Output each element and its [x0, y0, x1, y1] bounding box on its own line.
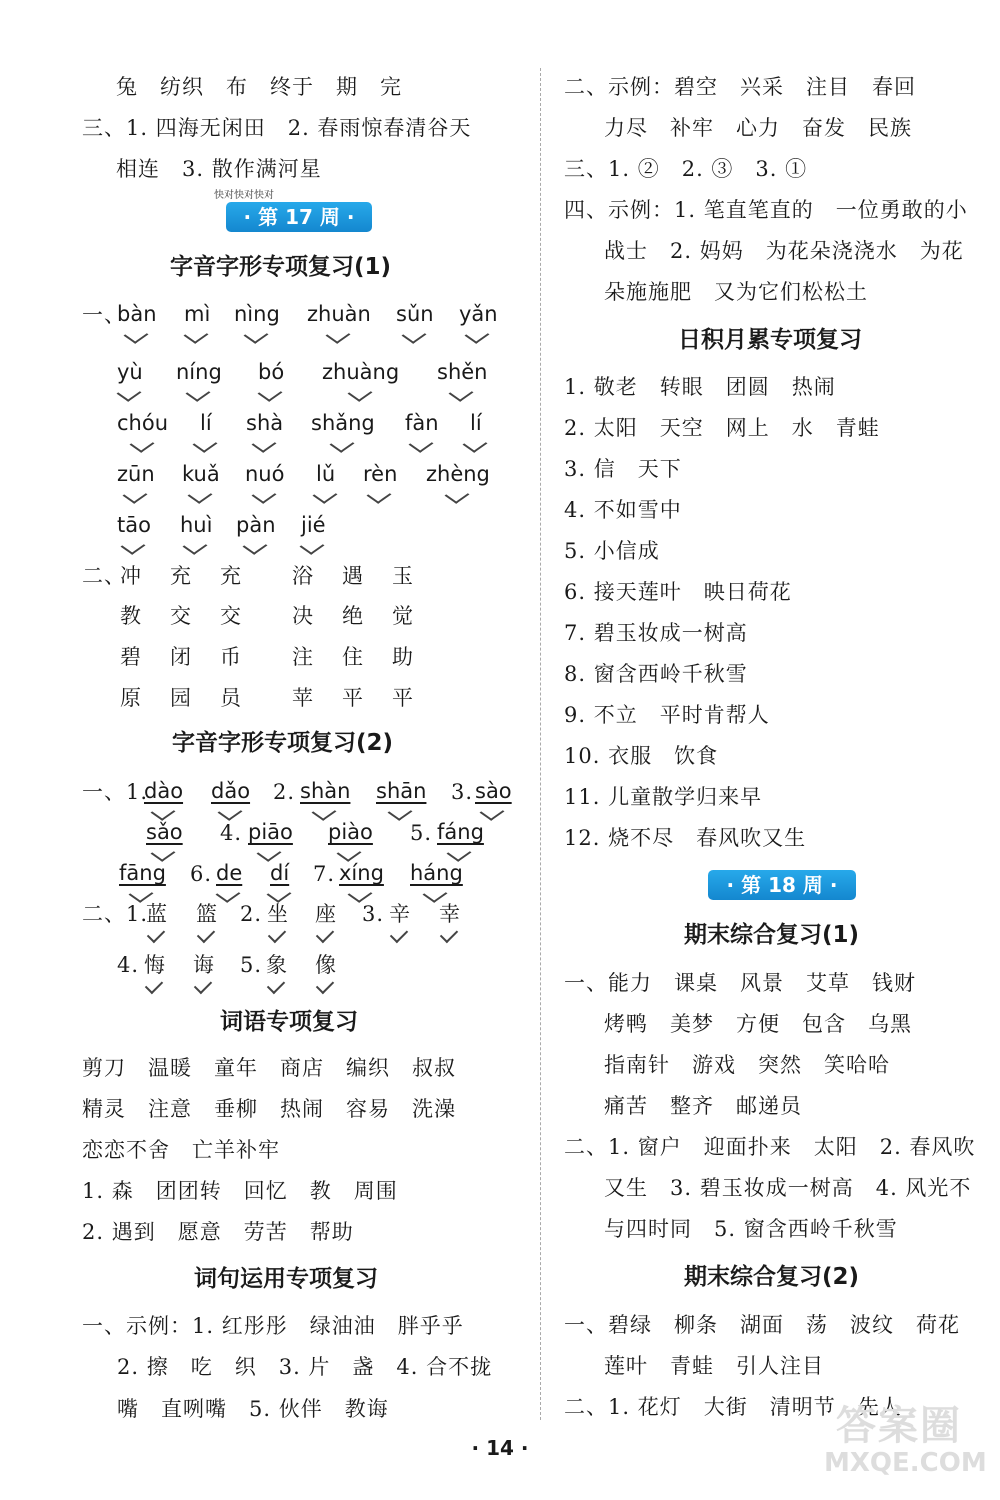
text-line: 9. 不立 平时肯帮人: [564, 703, 770, 727]
char: 充: [220, 564, 242, 588]
char: 苹: [292, 686, 314, 710]
pinyin-answer: piào: [328, 820, 373, 844]
char: 员: [220, 686, 242, 710]
pinyin-answer: dào: [144, 779, 184, 803]
text-line: 二、1. 窗户 迎面扑来 太阳 2. 春风吹: [564, 1135, 976, 1159]
pinyin: bàn: [117, 302, 157, 326]
char: 像: [315, 953, 337, 977]
text-line: 烤鸭 美梦 方便 包含 乌黑: [604, 1012, 912, 1036]
pinyin: rèn: [363, 462, 398, 486]
text-line: 2. 遇到 愿意 劳苦 帮助: [82, 1220, 354, 1244]
pinyin: lí: [200, 411, 212, 435]
pinyin-answer: sǎo: [146, 820, 183, 844]
section-title-1: 字音字形专项复习(1): [170, 254, 392, 280]
text-line: 四、示例：1. 笔直笔直的 一位勇敢的小: [564, 198, 968, 222]
week-18-badge: · 第 18 周 ·: [708, 870, 856, 900]
section-title-5: 日积月累专项复习: [678, 327, 862, 353]
text-line: 1. 敬老 转眼 团圆 热闹: [564, 375, 836, 399]
item-number: 3.: [362, 902, 385, 926]
pinyin-answer: de: [216, 861, 243, 885]
pinyin: kuǎ: [182, 462, 220, 486]
pinyin: huì: [180, 513, 213, 537]
text-line: 2. 太阳 天空 网上 水 青蛙: [564, 416, 880, 440]
char: 悔: [144, 953, 166, 977]
text-line: 三、1. 四海无闲田 2. 春雨惊春清谷天: [82, 116, 472, 140]
pinyin: shǎng: [311, 411, 375, 435]
section-title-3: 词语专项复习: [220, 1009, 358, 1035]
text-line: 1. 森 团团转 回忆 教 周围: [82, 1179, 398, 1203]
char: 教: [120, 604, 142, 628]
text-line: 精灵 注意 垂柳 热闹 容易 洗澡: [82, 1097, 456, 1121]
char: 交: [220, 604, 242, 628]
char: 充: [170, 564, 192, 588]
item-number: 6.: [190, 862, 213, 886]
text-line: 恋恋不舍 亡羊补牢: [82, 1138, 280, 1162]
char: 蓝: [146, 902, 168, 926]
text-line: 战士 2. 妈妈 为花朵浇浇水 为花: [604, 239, 964, 263]
char: 坐: [267, 902, 289, 926]
text-line: 与四时同 5. 窗含西岭千秋雪: [604, 1217, 898, 1241]
week-17-badge: · 第 17 周 ·: [226, 202, 372, 232]
item-number: 7.: [313, 862, 336, 886]
text-line: 又生 3. 碧玉妆成一树高 4. 风光不: [604, 1176, 972, 1200]
text-line: 二、示例：碧空 兴采 注目 春回: [564, 75, 916, 99]
text-line: 10. 衣服 饮食: [564, 744, 719, 768]
char: 注: [292, 645, 314, 669]
pinyin-answer: xíng: [339, 861, 384, 885]
item-number: 4.: [220, 821, 243, 845]
pinyin-answer: sào: [475, 779, 512, 803]
char: 诲: [193, 953, 215, 977]
item-number: 3.: [451, 780, 474, 804]
pinyin: pàn: [236, 513, 276, 537]
char: 幸: [439, 902, 461, 926]
char: 决: [292, 604, 314, 628]
char: 篮: [196, 902, 218, 926]
pinyin: yǎn: [459, 302, 498, 326]
char: 座: [315, 902, 337, 926]
pinyin: chóu: [117, 411, 169, 435]
pinyin: lǔ: [316, 462, 336, 486]
text-line: 2. 擦 吃 织 3. 片 盏 4. 合不拢: [117, 1355, 493, 1379]
item-number: 一、1.: [82, 780, 149, 804]
item-number: 5.: [410, 821, 433, 845]
pinyin: yù: [117, 360, 143, 384]
pinyin-answer: fāng: [119, 861, 166, 885]
text-line: 莲叶 青蛙 引人注目: [604, 1354, 824, 1378]
char: 平: [342, 686, 364, 710]
pinyin: zhuàng: [322, 360, 400, 384]
char: 象: [266, 953, 288, 977]
char: 碧: [120, 645, 142, 669]
page-number: · 14 ·: [471, 1436, 529, 1460]
char: 闭: [170, 645, 192, 669]
char: 绝: [342, 604, 364, 628]
pinyin-answer: shān: [376, 779, 427, 803]
section-title-6: 期末综合复习(1): [684, 922, 860, 948]
text-line: 二、1. 花灯 大街 清明节 先人: [564, 1395, 902, 1419]
text-line: 一、能力 课桌 风景 艾草 钱财: [564, 971, 916, 995]
pinyin: nìng: [234, 302, 280, 326]
char: 交: [170, 604, 192, 628]
char: 觉: [392, 604, 414, 628]
part-label: 二、: [82, 564, 126, 588]
text-line: 11. 儿童散学归来早: [564, 785, 763, 809]
pinyin: sǔn: [396, 302, 434, 326]
watermark-url: MXQE.COM: [824, 1448, 987, 1478]
char: 辛: [389, 902, 411, 926]
small-note: 快对快对快对: [214, 190, 274, 201]
text-line: 3. 信 天下: [564, 457, 682, 481]
text-line: 6. 接天莲叶 映日荷花: [564, 580, 792, 604]
pinyin: zhèng: [426, 462, 490, 486]
text-line: 三、1. ② 2. ③ 3. ①: [564, 157, 808, 181]
pinyin-answer: dǎo: [211, 779, 251, 803]
text-line: 痛苦 整齐 邮递员: [604, 1094, 802, 1118]
text-line: 相连 3. 散作满河星: [116, 157, 322, 181]
text-line: 7. 碧玉妆成一树高: [564, 621, 748, 645]
text-line: 8. 窗含西岭千秋雪: [564, 662, 748, 686]
pinyin-answer: háng: [410, 861, 463, 885]
text-line: 一、示例：1. 红彤彤 绿油油 胖乎乎: [82, 1314, 464, 1338]
char: 遇: [342, 564, 364, 588]
char: 助: [392, 645, 414, 669]
item-number: 2.: [273, 780, 296, 804]
section-title-4: 词句运用专项复习: [194, 1266, 378, 1292]
pinyin: tāo: [117, 513, 151, 537]
column-divider: [540, 68, 541, 1420]
pinyin: shěn: [437, 360, 488, 384]
text-line: 力尽 补牢 心力 奋发 民族: [604, 116, 912, 140]
pinyin: jié: [301, 513, 326, 537]
pinyin: bó: [258, 360, 285, 384]
text-line: 一、碧绿 柳条 湖面 荡 波纹 荷花: [564, 1313, 960, 1337]
text-line: 12. 烧不尽 春风吹又生: [564, 826, 807, 850]
part-label: 一、: [82, 303, 126, 327]
pinyin: zhuàn: [307, 302, 371, 326]
text-line: 4. 不如雪中: [564, 498, 682, 522]
pinyin: lí: [470, 411, 482, 435]
char: 币: [220, 645, 242, 669]
pinyin: shà: [246, 411, 284, 435]
pinyin: fàn: [405, 411, 439, 435]
text-line: 指南针 游戏 突然 笑哈哈: [604, 1053, 890, 1077]
pinyin: zūn: [117, 462, 155, 486]
pinyin: nuó: [245, 462, 285, 486]
section-title-7: 期末综合复习(2): [684, 1264, 860, 1290]
pinyin-answer: fáng: [437, 820, 484, 844]
item-number: 5.: [240, 953, 263, 977]
text-line: 5. 小信成: [564, 539, 660, 563]
pinyin-answer: shàn: [300, 779, 351, 803]
item-number: 二、1.: [82, 902, 149, 926]
pinyin: mì: [184, 302, 211, 326]
char: 原: [120, 686, 142, 710]
char: 冲: [120, 564, 142, 588]
pinyin-answer: dí: [270, 861, 290, 885]
item-number: 4.: [117, 953, 140, 977]
char: 玉: [392, 564, 414, 588]
pinyin: níng: [176, 360, 222, 384]
watermark-logo: 答案圈: [836, 1403, 962, 1449]
char: 平: [392, 686, 414, 710]
char: 浴: [292, 564, 314, 588]
section-title-2: 字音字形专项复习(2): [172, 730, 394, 756]
text-line: 朵施施肥 又为它们松松土: [604, 280, 868, 304]
text-line: 嘴 直咧嘴 5. 伙伴 教诲: [117, 1397, 389, 1421]
char: 园: [170, 686, 192, 710]
item-number: 2.: [240, 902, 263, 926]
char: 住: [342, 645, 364, 669]
text-line: 兔 纺织 布 终于 期 完: [116, 75, 402, 99]
pinyin-answer: piāo: [248, 820, 293, 844]
text-line: 剪刀 温暖 童年 商店 编织 叔叔: [82, 1056, 456, 1080]
